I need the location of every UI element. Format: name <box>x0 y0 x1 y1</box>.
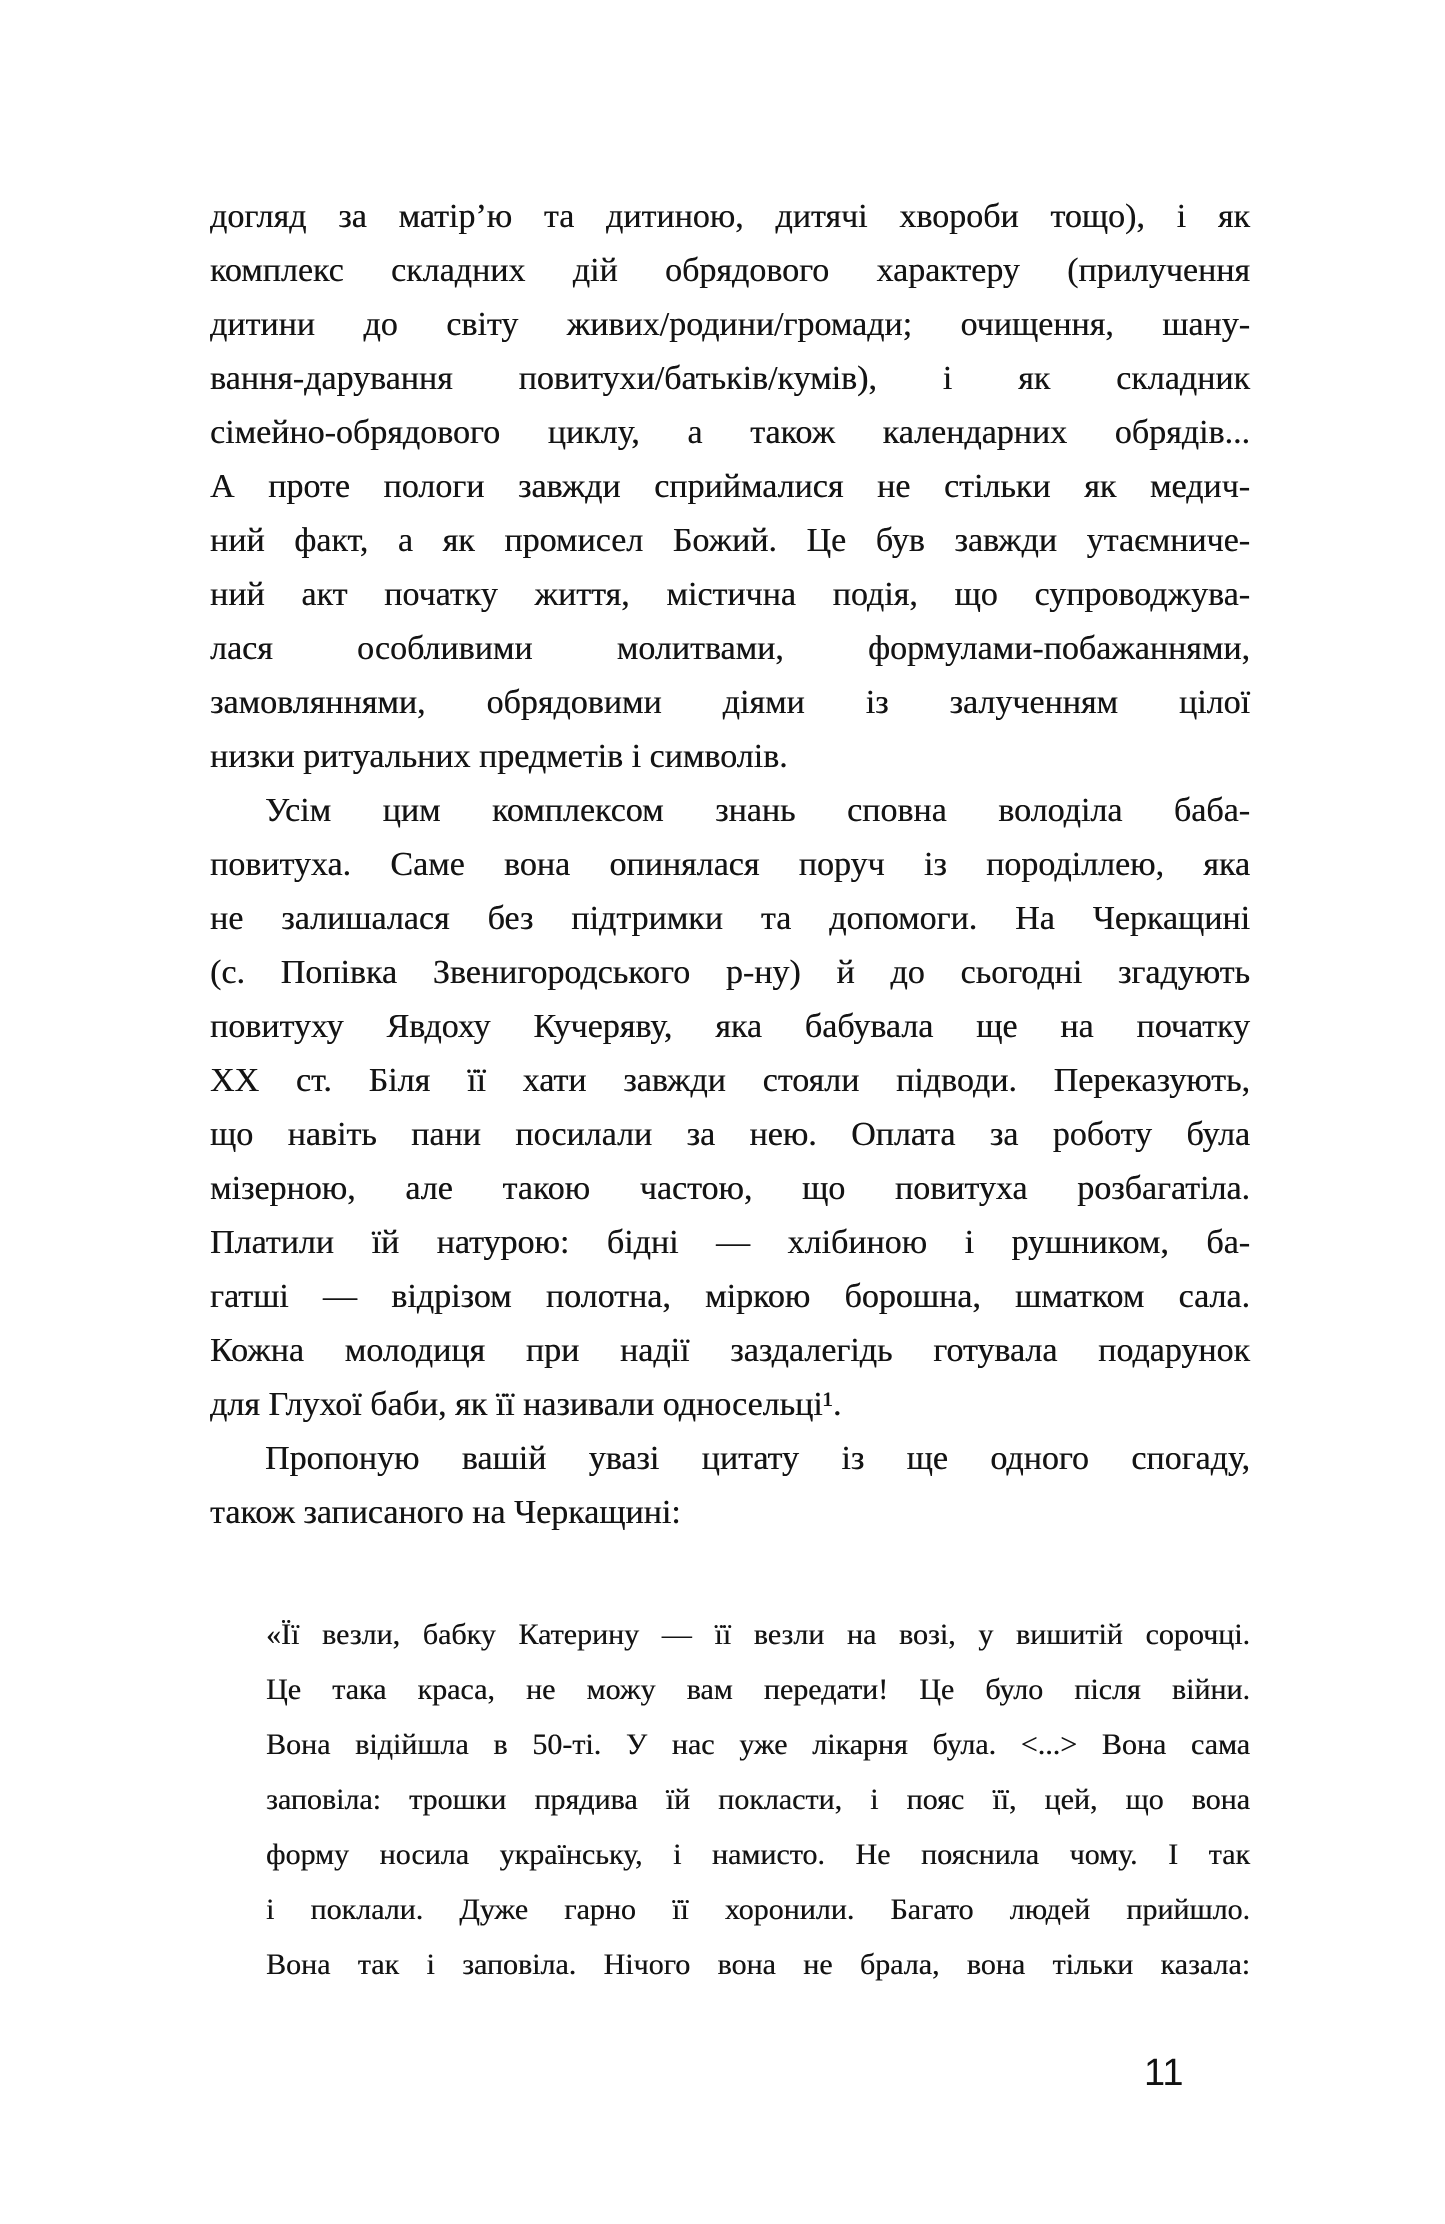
text-line: Платили їй натурою: бідні — хлібиною і рушником, ба- <box>210 1224 1250 1261</box>
text-line: А проте пологи завжди сприймалися не стільки як медич- <box>210 468 1250 505</box>
text-line: Усім цим комплексом знань сповна володіла баба- <box>265 792 1250 829</box>
quote-line: «Її везли, бабку Катерину — її везли на возі, у вишитій сорочці. <box>266 1618 1250 1651</box>
text-line: замовляннями, обрядовими діями із залученням цілої <box>210 684 1250 721</box>
text-line: сімейно-обрядового циклу, а також календарних обрядів... <box>210 414 1250 451</box>
paragraph <box>210 1432 1250 1540</box>
text-line: догляд за матір’ю та дитиною, дитячі хвороби тощо), і як <box>210 198 1250 235</box>
text-line: не залишалася без підтримки та допомоги. На Черкащині <box>210 900 1250 937</box>
text-line: ний акт початку життя, містична подія, що супроводжува- <box>210 576 1250 613</box>
text-line: Кожна молодиця при надії заздалегідь готувала подарунок <box>210 1332 1250 1369</box>
text-line: дитини до світу живих/родини/громади; очищення, шану- <box>210 306 1250 343</box>
quote-block <box>266 1607 1250 1992</box>
text-line: комплекс складних дій обрядового характеру (прилучення <box>210 252 1250 289</box>
text-line: низки ритуальних предметів і символів. <box>210 738 788 775</box>
paragraph <box>210 784 1250 1432</box>
text-line: повитуху Явдоху Кучеряву, яка бабувала ще на початку <box>210 1008 1250 1045</box>
text-line: лася особливими молитвами, формулами-побажаннями, <box>210 630 1250 667</box>
text-line: Пропоную вашій увазі цитату із ще одного спогаду, <box>265 1440 1250 1477</box>
paragraph <box>210 190 1250 784</box>
quote-line: Вона відійшла в 50-ті. У нас уже лікарня була. <...> Вона сама <box>266 1728 1250 1761</box>
body-text <box>210 190 1250 1540</box>
text-line: мізерною, але такою частою, що повитуха розбагатіла. <box>210 1170 1250 1207</box>
text-line: вання-дарування повитухи/батьків/кумів), і як складник <box>210 360 1250 397</box>
text-line: що навіть пани посилали за нею. Оплата за роботу була <box>210 1116 1250 1153</box>
page-number: 11 <box>1144 2052 1184 2094</box>
quote-line: Вона так і заповіла. Нічого вона не брала, вона тільки казала: <box>266 1948 1250 1981</box>
text-line: повитуха. Саме вона опинялася поруч із породіллею, яка <box>210 846 1250 883</box>
quote-line: і поклали. Дуже гарно її хоронили. Багато людей прийшло. <box>266 1893 1250 1926</box>
text-line: також записаного на Черкащині: <box>210 1494 681 1531</box>
quote-line: Це така краса, не можу вам передати! Це було після війни. <box>266 1673 1250 1706</box>
text-line: ний факт, а як промисел Божий. Це був завжди утаємниче- <box>210 522 1250 559</box>
text-line: XX ст. Біля її хати завжди стояли підводи. Переказують, <box>210 1062 1250 1099</box>
quote-line: форму носила українську, і намисто. Не пояснила чому. І так <box>266 1838 1250 1871</box>
quote-line: заповіла: трошки прядива їй покласти, і пояс її, цей, що вона <box>266 1783 1250 1816</box>
text-line: для Глухої баби, як її називали односельці¹. <box>210 1386 842 1423</box>
text-line: (с. Попівка Звенигородського р-ну) й до сьогодні згадують <box>210 954 1250 991</box>
text-line: гатші — відрізом полотна, міркою борошна, шматком сала. <box>210 1278 1250 1315</box>
